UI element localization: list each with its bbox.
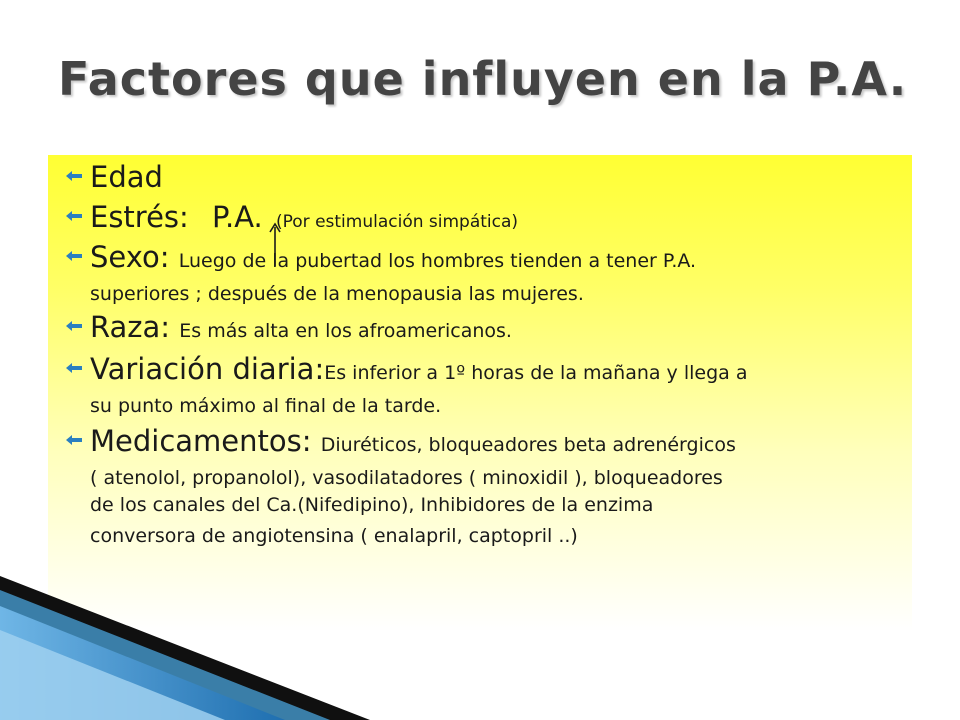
corner-decoration	[0, 560, 420, 720]
left-arrow-bullet-icon	[66, 435, 82, 445]
bullet-term: Raza:	[90, 310, 171, 344]
bullet-raza	[66, 307, 906, 349]
bullet-text-line3: de los canales del Ca.(Nifedipino), Inhibidores de la enzima	[90, 494, 654, 516]
bullet-edad	[66, 157, 906, 197]
bullet-medicamentos	[66, 421, 906, 550]
left-arrow-bullet-icon	[66, 363, 82, 373]
bullet-value: P.A.	[212, 200, 263, 234]
left-arrow-bullet-icon	[66, 171, 82, 181]
bullet-variacion-diaria	[66, 349, 906, 421]
bullet-list	[66, 157, 906, 550]
bullet-text-first: Luego de la pubertad los hombres tienden a tener P.A.	[178, 250, 697, 272]
slide-title: Factores que influyen en la P.A.	[58, 52, 908, 106]
bullet-text-first: Es más alta en los afroamericanos.	[179, 320, 512, 342]
bullet-term: Sexo:	[90, 240, 170, 274]
bullet-term: Estrés:	[90, 200, 189, 234]
bullet-term: Medicamentos:	[90, 424, 312, 458]
bullet-text-line4: conversora de angiotensina ( enalapril, captopril ..)	[90, 525, 578, 547]
bullet-text-rest: superiores ; después de la menopausia las mujeres.	[90, 283, 584, 305]
bullet-text-line2: ( atenolol, propanolol), vasodilatadores ( minoxidil ), bloqueadores	[90, 467, 723, 489]
bullet-term: Variación diaria:	[90, 352, 325, 386]
up-arrow-icon	[268, 222, 282, 266]
bullet-term: Edad	[90, 160, 163, 194]
bullet-sexo	[66, 237, 906, 307]
bullet-text-first: Es inferior a 1º horas de la mañana y llega a	[324, 362, 748, 384]
bullet-text-rest: su punto máximo al final de la tarde.	[90, 395, 442, 417]
bullet-text-first: Diuréticos, bloqueadores beta adrenérgicos	[320, 434, 736, 456]
left-arrow-bullet-icon	[66, 211, 82, 221]
left-arrow-bullet-icon	[66, 321, 82, 331]
bullet-estres	[66, 197, 906, 237]
left-arrow-bullet-icon	[66, 251, 82, 261]
bullet-note: (Por estimulación simpática)	[276, 212, 519, 232]
